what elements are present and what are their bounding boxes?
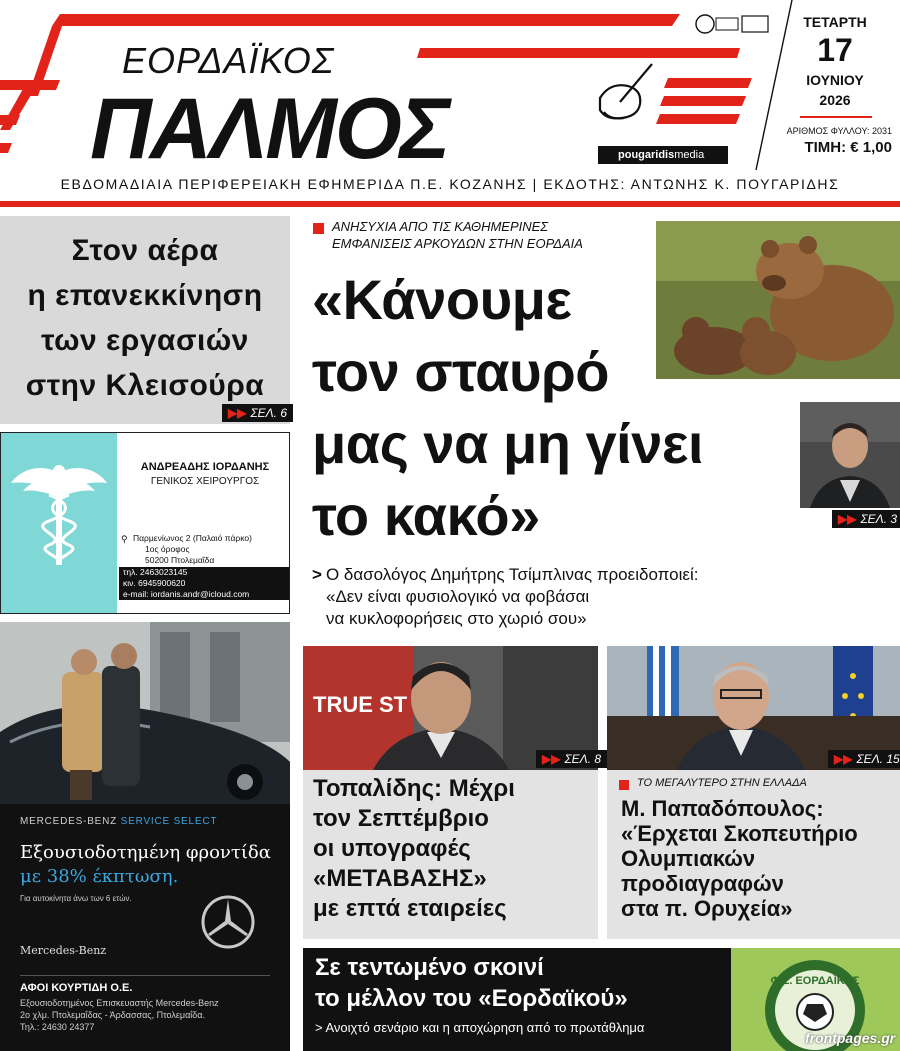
kleisoura-page-tag[interactable] [222, 404, 293, 422]
lede-line: «Δεν είναι φυσιολογικό να φοβάσαι [326, 587, 590, 606]
main-kicker [332, 218, 662, 252]
double-arrow-icon: ▶▶ [834, 752, 853, 766]
publisher-light: media [674, 149, 705, 161]
caduceus-icon [1, 433, 117, 613]
kicker-line: ΑΝΗΣΥΧΙΑ ΑΠΟ ΤΙΣ ΚΑΘΗΜΕΡΙΝΕΣ [332, 219, 549, 234]
mercedes-service-select: SERVICE SELECT [120, 816, 218, 827]
topalidis-headline[interactable] [313, 774, 598, 924]
headline-line: Τοπαλίδης: Μέχρι [313, 775, 515, 802]
mechanic-customer-image [0, 622, 290, 804]
club-logo-text: Φ.Σ. ΕΟΡΔΑΪΚΟΣ [770, 975, 860, 987]
dealer-name: ΑΦΟΙ ΚΟΥΡΤΙΔΗ Ο.Ε. [20, 982, 133, 994]
headline-line: Μ. Παπαδόπουλος: [621, 796, 824, 821]
issue-day-number: 17 [817, 32, 853, 68]
issue-month: ΙΟΥΝΙΟΥ [806, 72, 864, 88]
phone-line: τηλ. 2463023145 [123, 567, 188, 577]
headline-line: τον σταυρό [312, 340, 609, 403]
kleisoura-line: Στον αέρα [71, 234, 219, 267]
masthead-tagline: ΕΒΔΟΜΑΔΙΑΙΑ ΠΕΡΙΦΕΡΕΙΑΚΗ ΕΦΗΜΕΡΙΔΑ Π.Ε. ΚΟΖΑΝΗΣ | ΕΚΔΟΤΗΣ: ΑΝΤΩΝΗΣ Κ. ΠΟΥΓΑΡΙΔΗΣ [60, 176, 840, 192]
main-headline[interactable] [312, 264, 792, 552]
mercedes-service-label [20, 816, 217, 827]
email-line[interactable]: e-mail: iordanis.andr@icloud.com [123, 589, 250, 599]
address-line: Παρμενίωνος 2 (Παλαιό πάρκο) [133, 533, 252, 543]
double-arrow-icon: ▶▶ [838, 512, 857, 526]
mercedes-ad[interactable] [0, 622, 290, 1051]
doctor-ad-panel [1, 433, 117, 613]
doctor-ad[interactable] [0, 432, 290, 614]
issue-number: ΑΡΙΘΜΟΣ ΦΥΛΛΟΥ: 2031 [786, 126, 892, 136]
mercedes-ad-line1: Εξουσιοδοτημένη φροντίδα [20, 842, 271, 863]
papadopoulos-story[interactable] [607, 646, 900, 939]
main-lede [312, 564, 892, 630]
doctor-name: ΑΝΔΡΕΑΔΗΣ ΙΟΡΔΑΝΗΣ [140, 461, 270, 473]
kleisoura-headline[interactable] [0, 228, 290, 408]
headline-line: το κακό» [312, 484, 540, 547]
papadopoulos-headline[interactable] [621, 796, 896, 921]
kleisoura-line: των εργασιών [41, 324, 249, 357]
doctor-address [133, 533, 252, 566]
dealer-info-line: 2ο χλμ. Πτολεμαΐδας - Άρδασσας, Πτολεμαΐδα. [20, 1010, 206, 1020]
headline-line: προδιαγραφών [621, 871, 784, 896]
hand-pen-icon [600, 64, 652, 118]
headline-line: «ΜΕΤΑΒΑΣΗΣ» [313, 865, 487, 892]
headline-line: το μέλλον του «Εορδαϊκού» [315, 985, 628, 1012]
lede-line: να κυκλοφορήσεις στο χωριό σου» [326, 609, 587, 628]
page-tag-label: ΣΕΛ. 6 [250, 406, 288, 420]
masthead-title: ΠΑΛΜΟΣ [90, 81, 449, 177]
page-tag-label: ΣΕΛ. 15 [856, 752, 900, 766]
postal-stamp-icon [696, 15, 768, 33]
headline-line: οι υπογραφές [313, 835, 471, 862]
doctor-role: ΓΕΝΙΚΟΣ ΧΕΙΡΟΥΡΓΟΣ [150, 476, 260, 487]
masthead-subtitle: ΕΟΡΔΑΪΚΟΣ [122, 40, 335, 81]
location-pin-icon: ⚲ [121, 534, 128, 544]
eordaikos-subline: > Ανοιχτό σενάριο και η αποχώρηση από το πρωτάθλημα [315, 1020, 645, 1035]
headline-line: στα π. Ορυχεία» [621, 896, 793, 921]
mercedes-divider [20, 975, 270, 976]
headline-line: μας να μη γίνει [312, 412, 704, 475]
mercedes-ad-photo [0, 622, 290, 804]
page-tag-label: ΣΕΛ. 8 [564, 752, 602, 766]
forester-portrait [800, 402, 900, 508]
headline-line: τον Σεπτέμβριο [313, 805, 489, 832]
headline-line: «Έρχεται Σκοπευτήριο [621, 821, 858, 846]
address-line: 1ος όροφος [145, 544, 190, 554]
kleisoura-story[interactable] [0, 216, 290, 424]
lede-text: Ο δασολόγος Δημήτρης Τσίμπλινας προειδοποιεί: [325, 565, 699, 584]
site-watermark: frontpages.gr [805, 1030, 896, 1046]
date-divider [800, 116, 872, 118]
papadopoulos-page-tag[interactable] [828, 750, 900, 768]
headline-line: με επτά εταιρείες [313, 895, 507, 922]
issue-weekday: ΤΕΤΑΡΤΗ [803, 14, 867, 30]
mercedes-ad-small: Για αυτοκίνητα άνω των 6 ετών. [20, 894, 132, 903]
headline-line: «Κάνουμε [312, 268, 572, 331]
lede-line [312, 564, 892, 586]
mercedes-brand: Mercedes-Benz [20, 944, 107, 957]
mercedes-service-text: MERCEDES-BENZ [20, 816, 118, 827]
publisher-badge[interactable] [598, 146, 728, 164]
main-page-tag[interactable] [832, 510, 900, 528]
topalidis-page-tag[interactable] [536, 750, 607, 768]
kleisoura-line: στην Κλεισούρα [25, 369, 265, 402]
eordaikos-headline[interactable] [315, 952, 725, 1014]
mobile-line: κιν. 6945900620 [123, 578, 186, 588]
dealer-info-line: Εξουσιοδοτημένος Επισκευαστής Mercedes-Benz [20, 998, 219, 1008]
address-line: 50200 Πτολεμαΐδα [145, 555, 215, 565]
papadopoulos-kicker: ΤΟ ΜΕΓΑΛΥΤΕΡΟ ΣΤΗΝ ΕΛΛΑΔΑ [637, 777, 807, 789]
double-arrow-icon: ▶▶ [542, 752, 561, 766]
kicker-square [313, 223, 324, 234]
masthead [0, 0, 900, 207]
mercedes-ad-line2: με 38% έκπτωση. [20, 866, 179, 887]
doctor-contact-box [119, 567, 289, 600]
double-arrow-icon: ▶▶ [228, 406, 247, 420]
publisher-bold: pougaridis [618, 149, 675, 161]
main-story[interactable] [300, 216, 900, 636]
kicker-square [619, 780, 629, 790]
issue-year: 2026 [819, 92, 851, 108]
dealer-info [20, 997, 219, 1033]
masthead-red-bar [0, 201, 900, 207]
headline-line: Ολυμπιακών [621, 846, 756, 871]
topalidis-story[interactable] [303, 646, 602, 939]
chevron-right-icon: > [312, 565, 322, 584]
kleisoura-line: η επανεκκίνηση [27, 279, 263, 312]
dealer-info-line: Τηλ.: 24630 24377 [20, 1022, 95, 1032]
mercedes-star-logo [200, 894, 256, 950]
page-tag-label: ΣΕΛ. 3 [860, 512, 898, 526]
kicker-line: ΕΜΦΑΝΙΣΕΙΣ ΑΡΚΟΥΔΩΝ ΣΤΗΝ ΕΟΡΔΑΙΑ [332, 236, 583, 251]
studio-sign-text: TRUE ST [313, 692, 408, 717]
issue-price: ΤΙΜΗ: € 1,00 [804, 139, 892, 156]
forester-image [800, 402, 900, 508]
headline-line: Σε τεντωμένο σκοινί [315, 954, 544, 981]
